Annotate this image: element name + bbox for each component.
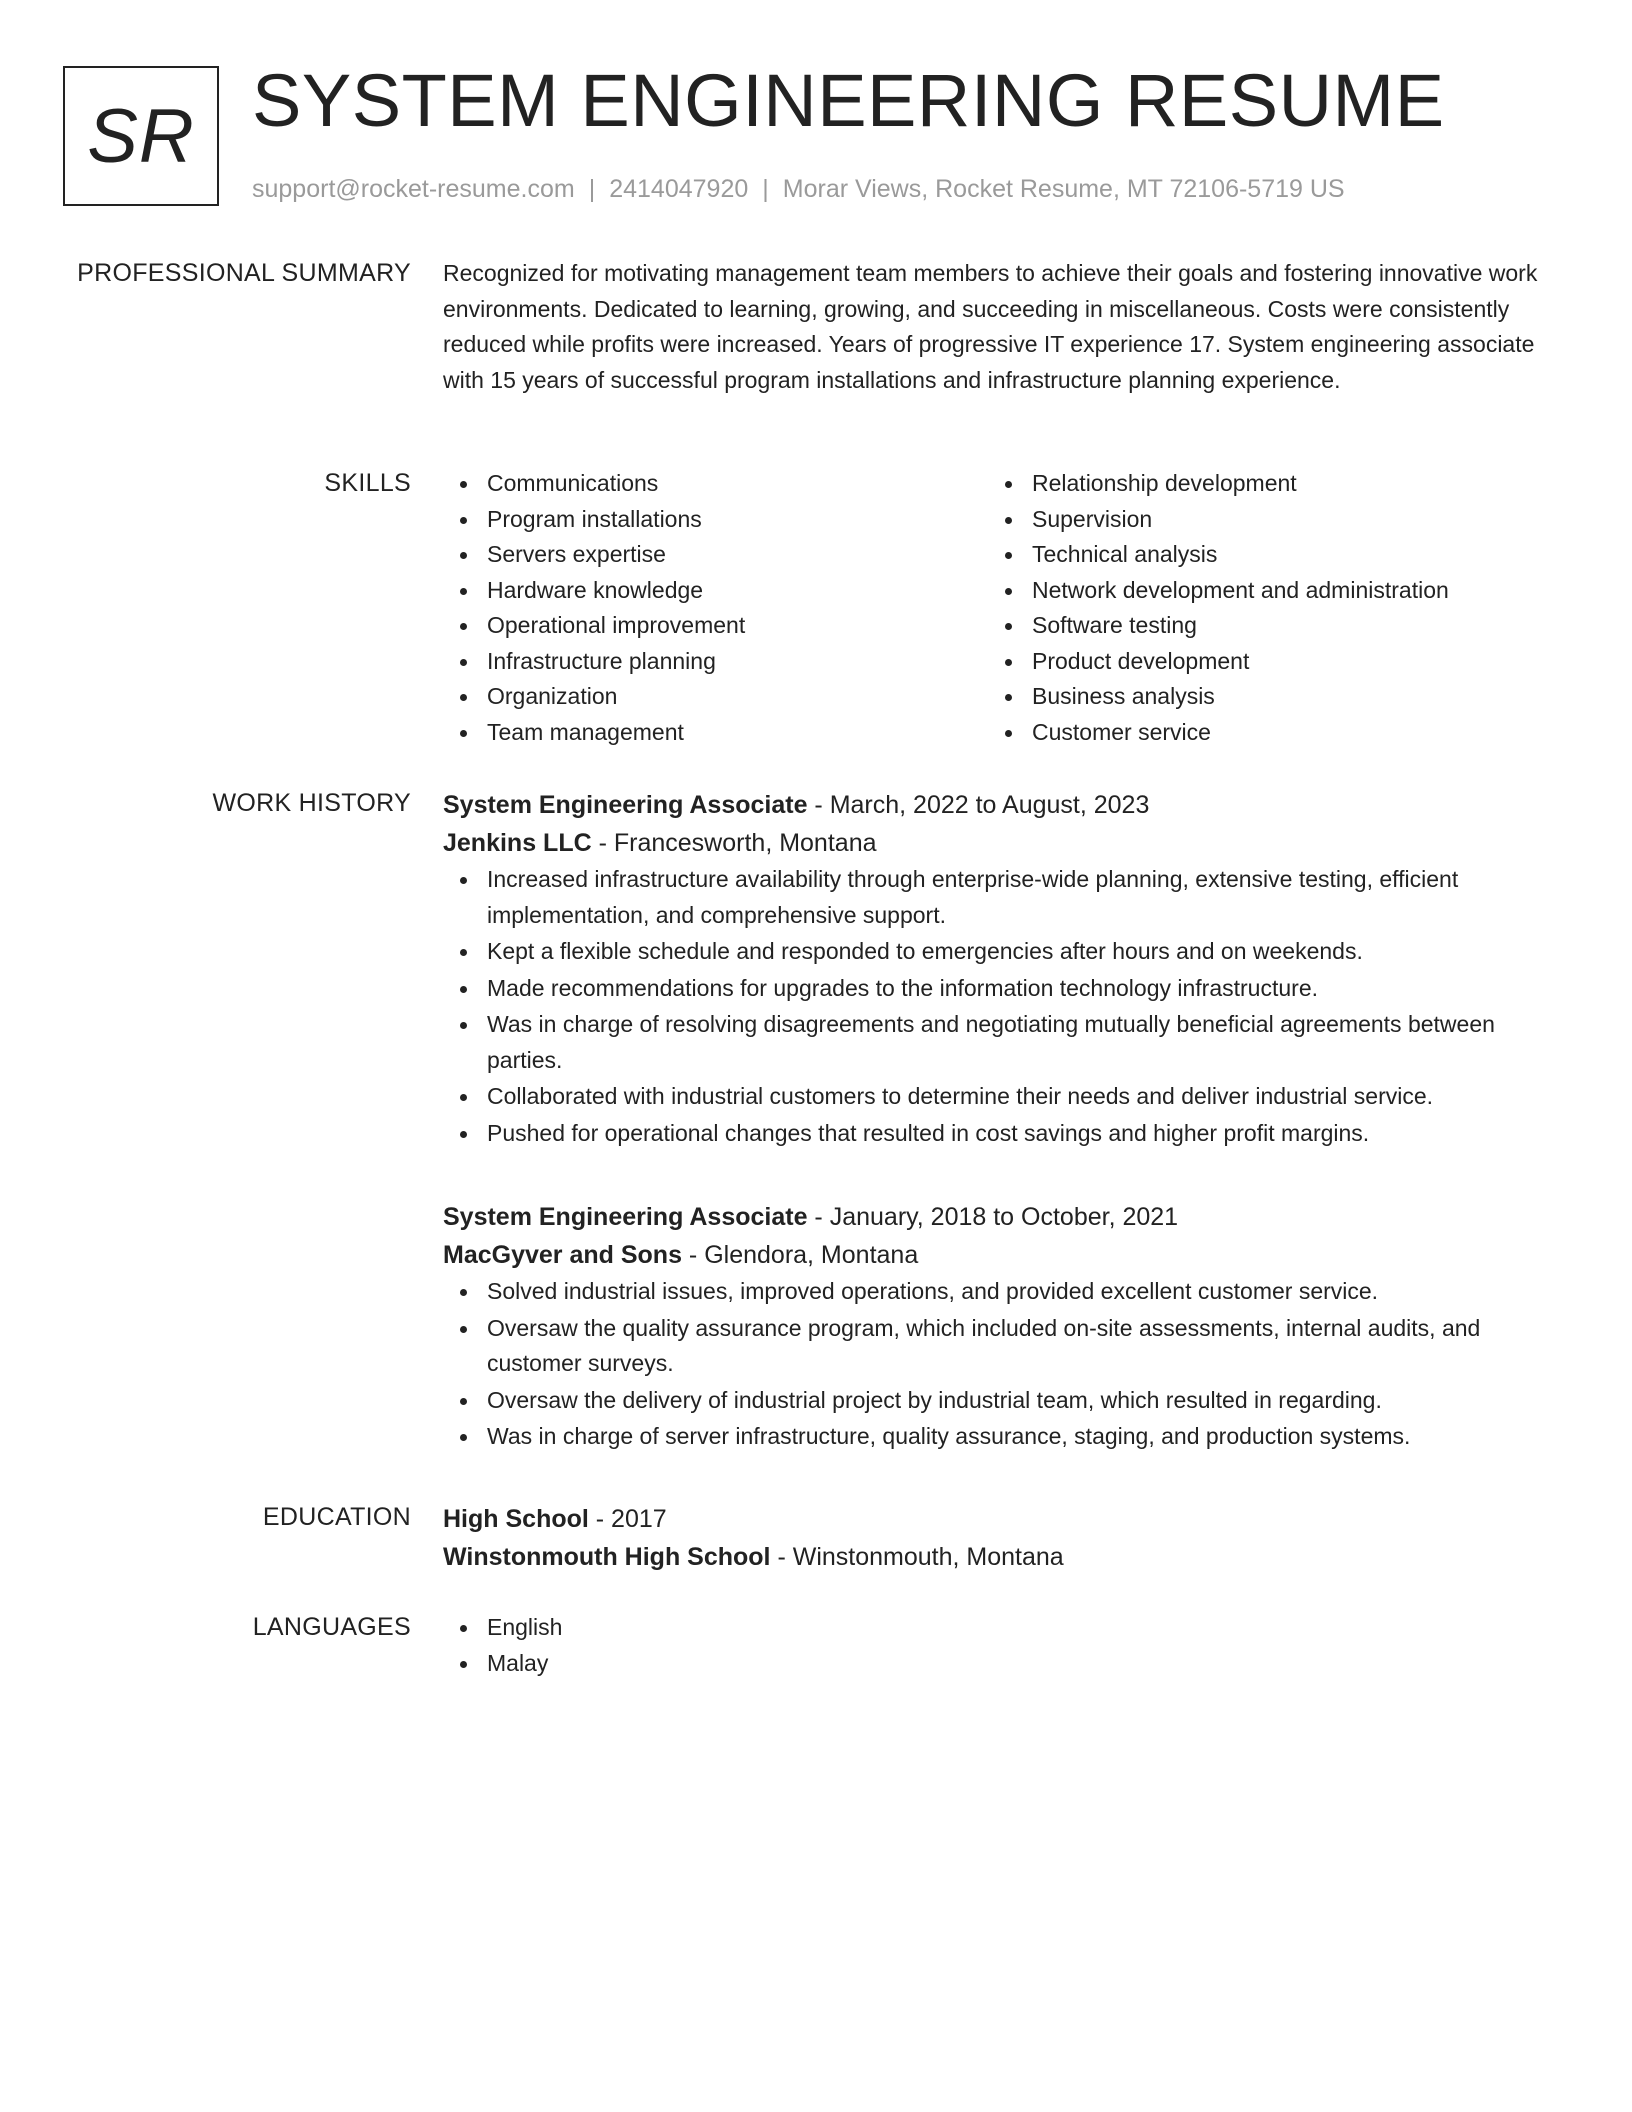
education-degree-line <box>443 1500 1568 1538</box>
job-bullet-list <box>443 1274 1568 1455</box>
work-history-heading: WORK HISTORY <box>212 789 411 817</box>
skills-heading: SKILLS <box>324 469 411 497</box>
skill-item: Team management <box>443 715 988 751</box>
job-bullet: Was in charge of resolving disagreements and negotiating mutually beneficial agreements between parties. <box>443 1007 1568 1078</box>
summary-text: Recognized for motivating management team members to achieve their goals and fostering innovative work environments. Dedicated to learning, growing, and succeeding in miscellaneous. Costs were consistently reduced while profits were increased. Years of progressive IT experience 17. System engineering associate with 15 years of successful program installations and infrastructure planning experience. <box>443 260 1538 393</box>
job-dates: - March, 2022 to August, 2023 <box>807 791 1150 819</box>
skills-grid <box>443 466 1568 750</box>
skill-item: Program installations <box>443 502 988 538</box>
job-company: MacGyver and Sons <box>443 1241 682 1269</box>
job-bullet: Oversaw the delivery of industrial project by industrial team, which resulted in regarding. <box>443 1383 1568 1419</box>
summary-body <box>443 256 1568 398</box>
education-degree: High School <box>443 1505 589 1533</box>
job-title: System Engineering Associate <box>443 791 808 819</box>
job-bullet-list <box>443 862 1568 1151</box>
job-bullet: Solved industrial issues, improved operations, and provided excellent customer service. <box>443 1274 1568 1310</box>
skill-item: Infrastructure planning <box>443 644 988 680</box>
job-bullet: Made recommendations for upgrades to the information technology infrastructure. <box>443 971 1568 1007</box>
job-title-line <box>443 786 1568 824</box>
resume-title: SYSTEM ENGINEERING RESUME <box>252 59 1445 142</box>
skill-item: Network development and administration <box>988 573 1533 609</box>
job-company-line <box>443 1236 1568 1274</box>
job-company-line <box>443 824 1568 862</box>
language-item: English <box>443 1610 1568 1646</box>
language-item: Malay <box>443 1646 1568 1682</box>
contact-address: Morar Views, Rocket Resume, MT 72106-5719 US <box>782 175 1345 203</box>
skill-item: Communications <box>443 466 988 502</box>
monogram-box <box>63 66 219 206</box>
contact-separator: | <box>588 175 596 203</box>
skill-item: Business analysis <box>988 679 1533 715</box>
education-body <box>443 1500 1568 1576</box>
job-dates: - January, 2018 to October, 2021 <box>807 1203 1179 1231</box>
job-location: - Francesworth, Montana <box>591 829 877 857</box>
contact-separator: | <box>762 175 769 203</box>
job-bullet: Increased infrastructure availability through enterprise-wide planning, extensive testing, efficient implementation, and comprehensive support. <box>443 862 1568 933</box>
languages-list <box>443 1610 1568 1681</box>
job-title-line <box>443 1198 1568 1236</box>
contact-email[interactable]: support@rocket-resume.com <box>252 175 575 203</box>
job-bullet: Pushed for operational changes that resulted in cost savings and higher profit margins. <box>443 1116 1568 1152</box>
education-year: - 2017 <box>588 1505 667 1533</box>
skills-column-left <box>443 466 988 750</box>
job-entry <box>443 786 1568 1151</box>
skill-item: Software testing <box>988 608 1533 644</box>
skill-item: Technical analysis <box>988 537 1533 573</box>
job-title: System Engineering Associate <box>443 1203 808 1231</box>
job-bullet: Was in charge of server infrastructure, quality assurance, staging, and production systems. <box>443 1419 1568 1455</box>
skill-item: Relationship development <box>988 466 1533 502</box>
job-location: - Glendora, Montana <box>681 1241 919 1269</box>
skills-column-right <box>988 466 1533 750</box>
education-heading: EDUCATION <box>262 1503 411 1531</box>
languages-body <box>443 1610 1568 1681</box>
job-bullet: Oversaw the quality assurance program, which included on-site assessments, internal audits, and customer surveys. <box>443 1311 1568 1382</box>
job-entry <box>443 1198 1568 1456</box>
monogram-initials: SR <box>87 93 195 179</box>
job-bullet: Kept a flexible schedule and responded to emergencies after hours and on weekends. <box>443 934 1568 970</box>
skill-item: Supervision <box>988 502 1533 538</box>
skill-item: Product development <box>988 644 1533 680</box>
skill-item: Organization <box>443 679 988 715</box>
skills-body <box>443 466 1568 750</box>
contact-phone[interactable]: 2414047920 <box>609 175 749 203</box>
languages-heading: LANGUAGES <box>252 1613 411 1641</box>
work-history-body <box>443 786 1568 1449</box>
skill-item: Hardware knowledge <box>443 573 988 609</box>
education-school: Winstonmouth High School <box>443 1543 771 1571</box>
education-location: - Winstonmouth, Montana <box>770 1543 1064 1571</box>
education-school-line <box>443 1538 1568 1576</box>
summary-heading: PROFESSIONAL SUMMARY <box>77 259 411 287</box>
skill-item: Customer service <box>988 715 1533 751</box>
skill-item: Operational improvement <box>443 608 988 644</box>
contact-line <box>252 172 1345 206</box>
skill-item: Servers expertise <box>443 537 988 573</box>
job-company: Jenkins LLC <box>443 829 592 857</box>
job-bullet: Collaborated with industrial customers to determine their needs and deliver industrial service. <box>443 1079 1568 1115</box>
